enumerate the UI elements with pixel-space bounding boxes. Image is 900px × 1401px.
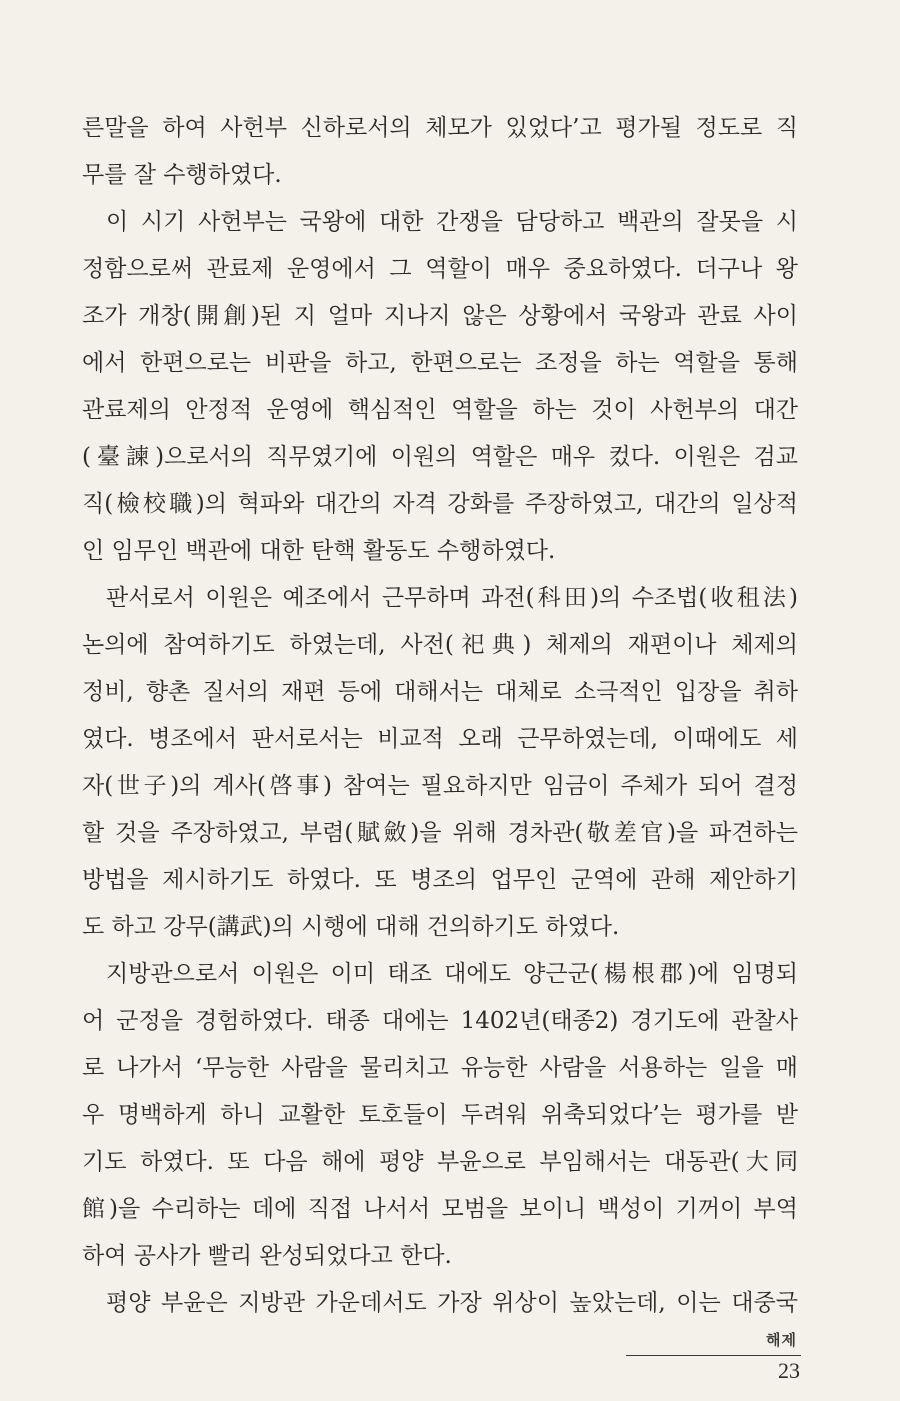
- text-line: 관료제의 안정적 운영에 핵심적인 역할을 하는 것이 사헌부의 대간: [82, 397, 798, 423]
- text-line: 館)을 수리하는 데에 직접 나서서 모범을 보이니 백성이 기꺼이 부역: [82, 1196, 798, 1222]
- text-line: 기도 하였다. 또 다음 해에 평양 부윤으로 부임해서는 대동관(大同: [82, 1149, 798, 1175]
- page-number: 23: [778, 1358, 800, 1383]
- text-line: 무를 잘 수행하였다.: [82, 162, 282, 188]
- text-line: 도 하고 강무(講武)의 시행에 대해 건의하기도 하였다.: [82, 914, 620, 940]
- text-line: 우 명백하게 하니 교활한 토호들이 두려워 위축되었다’는 평가를 받: [82, 1102, 798, 1128]
- running-footer-title: 해제: [766, 1331, 797, 1349]
- text-line: 른말을 하여 사헌부 신하로서의 체모가 있었다’고 평가될 정도로 직: [82, 115, 798, 141]
- text-line: 직(檢校職)의 혁파와 대간의 자격 강화를 주장하였고, 대간의 일상적: [82, 491, 798, 517]
- text-line: 평양 부윤은 지방관 가운데서도 가장 위상이 높았는데, 이는 대중국: [106, 1290, 798, 1316]
- text-line: 할 것을 주장하였고, 부렴(賦斂)을 위해 경차관(敬差官)을 파견하는: [82, 820, 798, 846]
- text-line: 어 군정을 경험하였다. 태종 대에는 1402년(태종2) 경기도에 관찰사: [82, 1008, 798, 1034]
- text-line: 조가 개창(開創)된 지 얼마 지나지 않은 상황에서 국왕과 관료 사이: [82, 303, 798, 329]
- text-line: 논의에 참여하기도 하였는데, 사전(祀典) 체제의 재편이나 체제의: [82, 632, 798, 658]
- footer-divider: [626, 1355, 801, 1356]
- text-line: 판서로서 이원은 예조에서 근무하며 과전(科田)의 수조법(收租法): [106, 585, 798, 611]
- text-line: 방법을 제시하기도 하였다. 또 병조의 업무인 군역에 관해 제안하기: [82, 867, 798, 893]
- text-line: 하여 공사가 빨리 완성되었다고 한다.: [82, 1243, 452, 1269]
- text-line: 로 나가서 ‘무능한 사람을 물리치고 유능한 사람을 서용하는 일을 매: [82, 1055, 798, 1081]
- text-line: 였다. 병조에서 판서로서는 비교적 오래 근무하였는데, 이때에도 세: [82, 726, 798, 752]
- text-line: (臺諫)으로서의 직무였기에 이원의 역할은 매우 컸다. 이원은 검교: [82, 444, 798, 470]
- text-line: 지방관으로서 이원은 이미 태조 대에도 양근군(楊根郡)에 임명되: [106, 961, 798, 987]
- text-line: 이 시기 사헌부는 국왕에 대한 간쟁을 담당하고 백관의 잘못을 시: [106, 209, 798, 235]
- text-line: 에서 한편으로는 비판을 하고, 한편으로는 조정을 하는 역할을 통해: [82, 350, 798, 376]
- text-line: 정함으로써 관료제 운영에서 그 역할이 매우 중요하였다. 더구나 왕: [82, 256, 798, 282]
- text-line: 자(世子)의 계사(啓事) 참여는 필요하지만 임금이 주체가 되어 결정: [82, 773, 798, 799]
- text-line: 정비, 향촌 질서의 재편 등에 대해서는 대체로 소극적인 입장을 취하: [82, 679, 798, 705]
- text-line: 인 임무인 백관에 대한 탄핵 활동도 수행하였다.: [82, 538, 556, 564]
